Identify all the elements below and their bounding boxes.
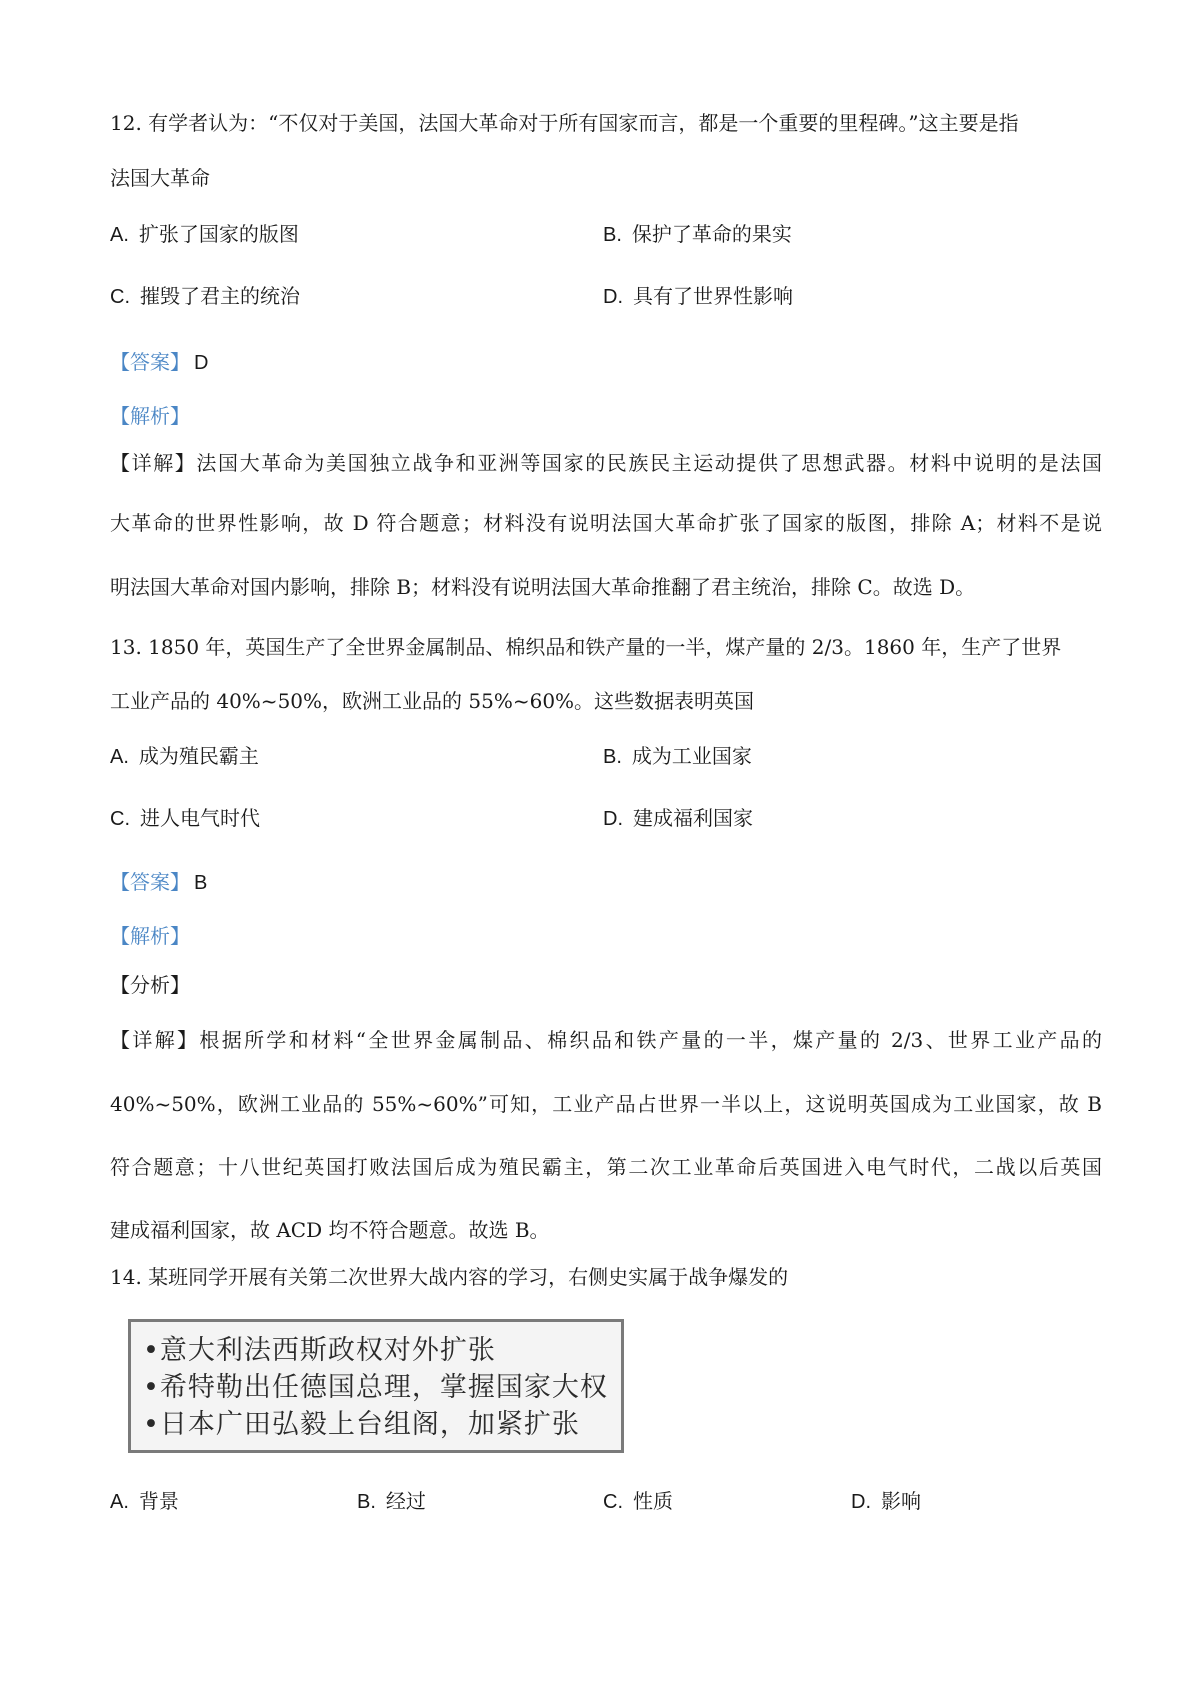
answer-value: B: [194, 872, 208, 894]
q14-option-b: [357, 1488, 426, 1515]
option-text: 经过: [385, 1489, 426, 1513]
q13-answer: [110, 869, 207, 896]
q14-source-box: [128, 1319, 624, 1453]
option-label: D.: [603, 808, 623, 830]
q12-stem-line2: 法国大革命: [110, 166, 210, 190]
q14-option-d: [851, 1488, 921, 1515]
q12-option-a: [110, 221, 299, 248]
box-line: •希特勒出任德国总理，掌握国家大权: [143, 1372, 608, 1403]
option-label: A.: [110, 746, 129, 768]
option-label: B.: [603, 224, 622, 246]
answer-tag: 【答案】: [110, 350, 190, 374]
option-text: 影响: [881, 1489, 921, 1513]
option-label: A.: [110, 1491, 129, 1513]
answer-tag: 【答案】: [110, 870, 190, 894]
q12-option-d: [603, 283, 793, 310]
option-label: D.: [851, 1491, 871, 1513]
q13-option-a: [110, 743, 259, 770]
q13-detail-line: 符合题意；十八世纪英国打败法国后成为殖民霸主，第二次工业革命后英国进入电气时代，二战以后英国: [110, 1155, 1102, 1179]
q13-analysis-tag: 【解析】: [110, 924, 190, 948]
q12-detail-line: 大革命的世界性影响，故 D 符合题意；材料没有说明法国大革命扩张了国家的版图，排除 A；材料不是说: [110, 511, 1102, 535]
option-text: 进人电气时代: [140, 806, 260, 830]
q12-detail: [110, 450, 1102, 600]
option-label: D.: [603, 286, 623, 308]
q14-option-a: [110, 1488, 179, 1515]
option-text: 成为工业国家: [631, 744, 752, 768]
box-line: •意大利法西斯政权对外扩张: [143, 1335, 496, 1366]
option-label: C.: [603, 1491, 623, 1513]
option-text: 性质: [633, 1489, 673, 1513]
option-label: A.: [110, 224, 129, 246]
q13-stem-line1: 13. 1850 年，英国生产了全世界金属制品、棉织品和铁产量的一半，煤产量的 2/3。1860 年，生产了世界: [110, 635, 1062, 659]
q13-stem-line2: 工业产品的 40%~50%，欧洲工业品的 55%~60%。这些数据表明英国: [110, 689, 755, 713]
box-line: •日本广田弘毅上台组阁，加紧扩张: [143, 1409, 580, 1440]
q13-option-b: [603, 743, 752, 770]
q13-detail-line: 建成福利国家，故 ACD 均不符合题意。故选 B。: [110, 1218, 550, 1242]
option-label: C.: [110, 808, 130, 830]
q12-option-b: [603, 221, 792, 248]
q13-option-c: [110, 805, 260, 832]
q13-detail-line: 40%~50%，欧洲工业品的 55%~60%”可知，工业产品占世界一半以上，这说明英国成为工业国家，故 B: [110, 1092, 1102, 1116]
q12-detail-line: 【详解】法国大革命为美国独立战争和亚洲等国家的民族民主运动提供了思想武器。材料中说明的是法国: [110, 451, 1102, 475]
q12-analysis-tag: 【解析】: [110, 404, 190, 428]
option-text: 保护了革命的果实: [631, 222, 792, 246]
option-text: 摧毁了君主的统治: [140, 284, 300, 308]
option-label: B.: [357, 1491, 376, 1513]
q12-answer: [110, 349, 208, 376]
q14-stem: 14. 某班同学开展有关第二次世界大战内容的学习，右侧史实属于战争爆发的: [110, 1265, 789, 1289]
q13-detail-line: 【详解】根据所学和材料“全世界金属制品、棉织品和铁产量的一半，煤产量的 2/3、世界工业产品的: [110, 1028, 1102, 1052]
q13-detail: [110, 1027, 1102, 1243]
option-text: 建成福利国家: [633, 806, 753, 830]
option-text: 具有了世界性影响: [633, 284, 793, 308]
q12-stem-line1: 12. 有学者认为：“不仅对于美国，法国大革命对于所有国家而言，都是一个重要的里程碑。”这主要是指: [110, 111, 1019, 135]
option-text: 成为殖民霸主: [138, 744, 259, 768]
q14-option-c: [603, 1488, 673, 1515]
answer-value: D: [194, 352, 209, 374]
q13-option-d: [603, 805, 753, 832]
option-label: B.: [603, 746, 622, 768]
q12-option-c: [110, 283, 300, 310]
option-text: 背景: [138, 1489, 179, 1513]
q12-detail-line: 明法国大革命对国内影响，排除 B；材料没有说明法国大革命推翻了君主统治，排除 C。故选 D。: [110, 575, 976, 599]
option-text: 扩张了国家的版图: [138, 222, 299, 246]
q13-fenxi-tag: 【分析】: [110, 973, 190, 997]
option-label: C.: [110, 286, 130, 308]
